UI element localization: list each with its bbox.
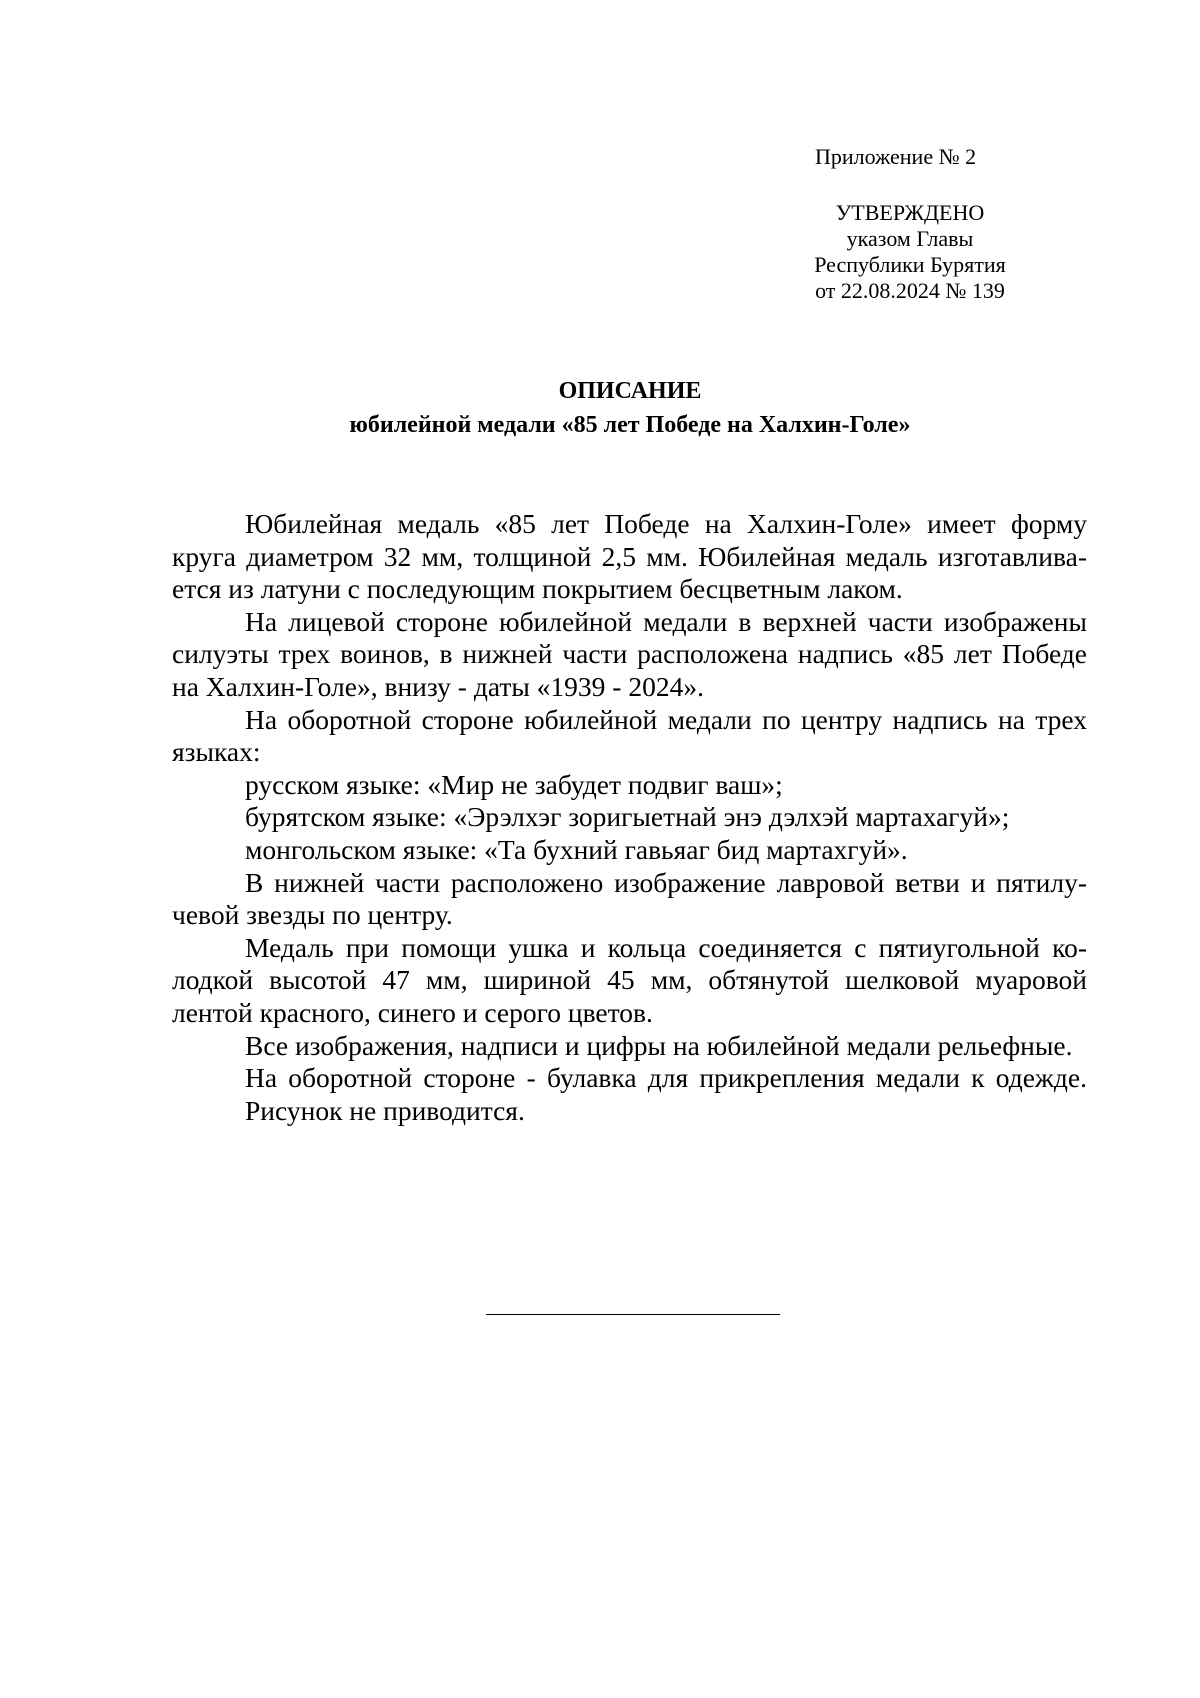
title-heading: ОПИСАНИЕ [558, 378, 702, 404]
approval-line-date-number: от 22.08.2024 № 139 [815, 278, 1005, 303]
document-body [172, 508, 1087, 1127]
closing-separator-line [486, 1314, 780, 1315]
paragraph-pin: На оборотной стороне - булавка для прикрепления медали к одежде. [245, 1062, 1087, 1094]
inscription-russian: русском языке: «Мир не забудет подвиг ваш»; [245, 768, 783, 800]
appendix-label: Приложение № 2 [815, 144, 977, 169]
inscription-mongolian: монгольском языке: «Та бухний гавьяаг бид мартахгуй». [245, 833, 908, 865]
paragraph-ribbon-block: Медаль при помощи ушка и кольца соединяется с пятиугольной колодкой высотой 47 мм, шириной 45 мм, обтянутой шелковой муаровой лентой красного, синего и серого цветов. [172, 931, 1087, 1028]
approval-stamp-block [760, 200, 1060, 304]
paragraph-laurel-star: В нижней части расположено изображение лавровой ветви и пятилучевой звезды по центру. [172, 866, 1087, 931]
approval-line-approved: УТВЕРЖДЕНО [835, 200, 985, 225]
approval-line-decree: указом Главы [846, 226, 974, 251]
paragraph-reverse: На оборотной стороне юбилейной медали по центру надпись на трех языках: [172, 703, 1087, 768]
approval-line-republic: Республики Бурятия [814, 252, 1006, 277]
paragraph-medal-form: Юбилейная медаль «85 лет Победе на Халхин-Голе» имеет форму круга диаметром 32 мм, толщиной 2,5 мм. Юбилейная медаль изготавливается из латуни с последующим покрытием бесцветным лаком. [172, 508, 1087, 605]
inscription-buryat: бурятском языке: «Эрэлхэг зоригыетнай энэ дэлхэй мартахагуй»; [245, 801, 1010, 833]
paragraph-relief: Все изображения, надписи и цифры на юбилейной медали рельефные. [245, 1029, 1073, 1061]
title-subheading: юбилейной медали «85 лет Победе на Халхин-Голе» [349, 412, 911, 438]
document-title [170, 374, 1090, 442]
paragraph-no-figure: Рисунок не приводится. [245, 1094, 525, 1126]
paragraph-obverse: На лицевой стороне юбилейной медали в верхней части изображены силуэты трех воинов, в нижней части расположена надпись «85 лет Победе на Халхин-Голе», внизу - даты «1939 - 2024». [172, 605, 1087, 702]
